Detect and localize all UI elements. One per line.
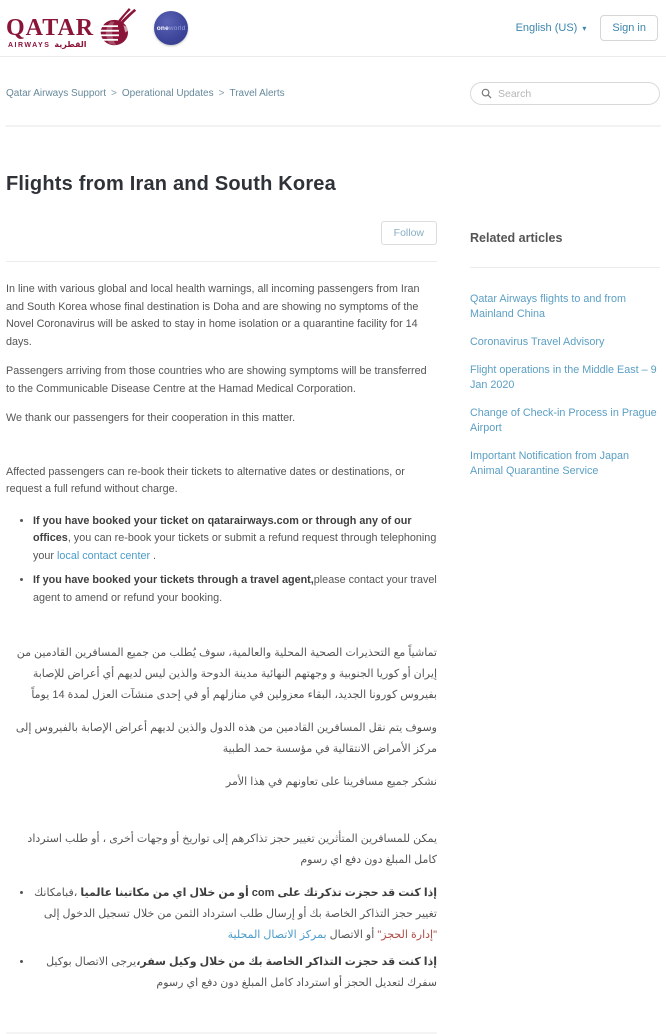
bullet1-text: , you can re-book your tickets or submit a refund request through telephoning your bbox=[33, 532, 437, 562]
oneworld-logo[interactable] bbox=[154, 11, 188, 45]
qatar-wordmark-sub bbox=[6, 41, 94, 49]
article-body bbox=[6, 281, 437, 1034]
bullet2-bold: If you have booked your tickets through a travel agent, bbox=[33, 574, 314, 586]
bullet2-text: please contact your travel agent to amend or refund your booking. bbox=[33, 574, 437, 604]
header-actions bbox=[516, 15, 658, 41]
arabic-paragraph-4: يمكن للمسافرين المتأثرين تغيير حجز تذاكرهم إلى تواريخ أو وجهات أخرى ، أو طلب استرداد كامل المبلغ دون دفع اي رسوم bbox=[27, 833, 437, 866]
arabic-rebooking-options-list bbox=[6, 883, 437, 994]
page-title: Flights from Iran and South Korea bbox=[6, 173, 336, 195]
list-item bbox=[33, 883, 437, 946]
search-input[interactable] bbox=[498, 88, 649, 100]
list-item bbox=[470, 335, 660, 350]
article-divider bbox=[6, 261, 437, 262]
list-item bbox=[470, 449, 660, 479]
arabic-brand-text: القطرية bbox=[54, 40, 87, 49]
breadcrumb-travel-alerts[interactable]: Travel Alerts bbox=[229, 88, 285, 99]
sub-header bbox=[0, 57, 666, 125]
list-item bbox=[33, 572, 437, 607]
arabic-bullet1-text-mid: أو الاتصال bbox=[326, 929, 378, 941]
arabic-bullet1-text: ،فبامكانك تغيير حجز التذاكر الخاصة بك أو إرسال طلب استرداد الثمن من خلال تسجيل الدخول إلى bbox=[34, 887, 437, 920]
bullet1-text-end: . bbox=[150, 549, 157, 562]
breadcrumb-operational-updates[interactable]: Operational Updates bbox=[121, 88, 214, 99]
related-articles-heading: Related articles bbox=[470, 231, 563, 245]
qatar-airways-logo[interactable] bbox=[6, 7, 138, 49]
qatar-wordmark bbox=[6, 16, 94, 49]
language-label: English (US) bbox=[515, 22, 578, 34]
paragraph-2: Passengers arriving from those countries who are showing symptoms will be transferred to the Communicable Disease Centre at the Hamad Medical Corporation. bbox=[6, 365, 427, 395]
sign-in-button[interactable]: Sign in bbox=[600, 15, 658, 41]
search-box[interactable] bbox=[470, 82, 660, 105]
breadcrumb-separator: > bbox=[218, 88, 225, 99]
follow-button[interactable]: Follow bbox=[381, 221, 437, 245]
oneworld-world: world bbox=[168, 24, 186, 32]
arabic-bullet1-bold: إذا كنت قد حجزت تذكرتك على com أو من خلال اي من مكاتبنا عالميا bbox=[77, 887, 437, 899]
list-item bbox=[470, 363, 660, 393]
bullet1-bold: If you have booked your ticket on qatarairways.com or through any of our offices bbox=[33, 514, 412, 544]
oryx-icon bbox=[98, 7, 138, 49]
paragraph-3: We thank our passengers for their cooperation in this matter. bbox=[6, 412, 296, 424]
logo-group bbox=[6, 7, 188, 49]
arabic-bullet2-text: يرجى الاتصال بوكيل سفرك لتعديل الحجز أو استرداد كامل المبلغ دون دفع اي رسوم bbox=[46, 956, 437, 989]
breadcrumb-support[interactable]: Qatar Airways Support bbox=[6, 88, 107, 99]
arabic-local-contact-center-link[interactable]: بمركز الاتصال المحلية bbox=[227, 929, 327, 941]
breadcrumb bbox=[6, 88, 285, 99]
arabic-paragraph-3: نشكر جميع مسافرينا على تعاونهم في هذا الأمر bbox=[225, 776, 437, 788]
airways-text: AIRWAYS bbox=[8, 41, 51, 49]
sidebar-divider bbox=[470, 267, 660, 268]
related-article-link-coronavirus-advisory[interactable]: Coronavirus Travel Advisory bbox=[470, 336, 605, 348]
language-selector[interactable] bbox=[516, 22, 587, 34]
related-article-link-mainland-china[interactable]: Qatar Airways flights to and from Mainland China bbox=[470, 293, 627, 320]
list-item bbox=[33, 952, 437, 994]
arabic-paragraph-2: وسوف يتم نقل المسافرين القادمين من هذه الدول والذين لديهم أعراض الإصابة بالفيروس إلى مركز الأمراض الانتقالية في مؤسسة حمد الطبية bbox=[15, 722, 437, 755]
list-item bbox=[33, 513, 437, 566]
arabic-paragraph-1: تماشياً مع التحذيرات الصحية المحلية والعالمية، سوف يُطلب من جميع المسافرين القادمين من إيران أو كوريا الجنوبية و وجهتهم النهائية مدينة الدوحة والذين ليس لديهم أي أعراض للإصابة بفيروس كورونا الجديد، البقاء معزولين في منازلهم أو في إحدى منشآت العزل لمدة 14 يوماً bbox=[16, 647, 437, 701]
related-article-link-japan-quarantine[interactable]: Important Notification from Japan Animal Quarantine Service bbox=[470, 450, 630, 477]
oneworld-one: one bbox=[156, 24, 169, 32]
site-header bbox=[0, 0, 666, 57]
manage-booking-link[interactable]: "إدارة الحجز" bbox=[377, 929, 437, 941]
qatar-wordmark-text: QATAR bbox=[6, 15, 95, 41]
rebooking-options-list bbox=[6, 513, 437, 608]
related-articles-sidebar bbox=[470, 127, 660, 492]
paragraph-1: In line with various global and local health warnings, all incoming passengers from Iran and South Korea whose final destination is Doha and are showing no symptoms of the Novel Coronavirus will be asked to stay in home isolation or a quarantine facility for 14 days. bbox=[6, 283, 420, 348]
follow-row bbox=[6, 221, 437, 245]
search-icon bbox=[481, 88, 492, 99]
related-article-link-middle-east-ops[interactable]: Flight operations in the Middle East – 9 Jan 2020 bbox=[470, 364, 657, 391]
local-contact-center-link[interactable]: local contact center bbox=[57, 549, 151, 562]
oneworld-text bbox=[157, 25, 186, 32]
list-item bbox=[470, 292, 660, 322]
main-content bbox=[0, 127, 666, 1034]
chevron-down-icon: ▾ bbox=[582, 23, 587, 33]
list-item bbox=[470, 406, 660, 436]
breadcrumb-separator: > bbox=[111, 88, 117, 99]
related-articles-list bbox=[470, 292, 660, 479]
paragraph-4: Affected passengers can re-book their tickets to alternative dates or destinations, or request a full refund without charge. bbox=[6, 465, 405, 495]
article bbox=[6, 127, 437, 1034]
arabic-bullet2-bold: إذا كنت قد حجزت التذاكر الخاصة بك من خلال وكيل سفر، bbox=[136, 956, 437, 968]
related-article-link-prague-checkin[interactable]: Change of Check-in Process in Prague Airport bbox=[470, 407, 657, 434]
